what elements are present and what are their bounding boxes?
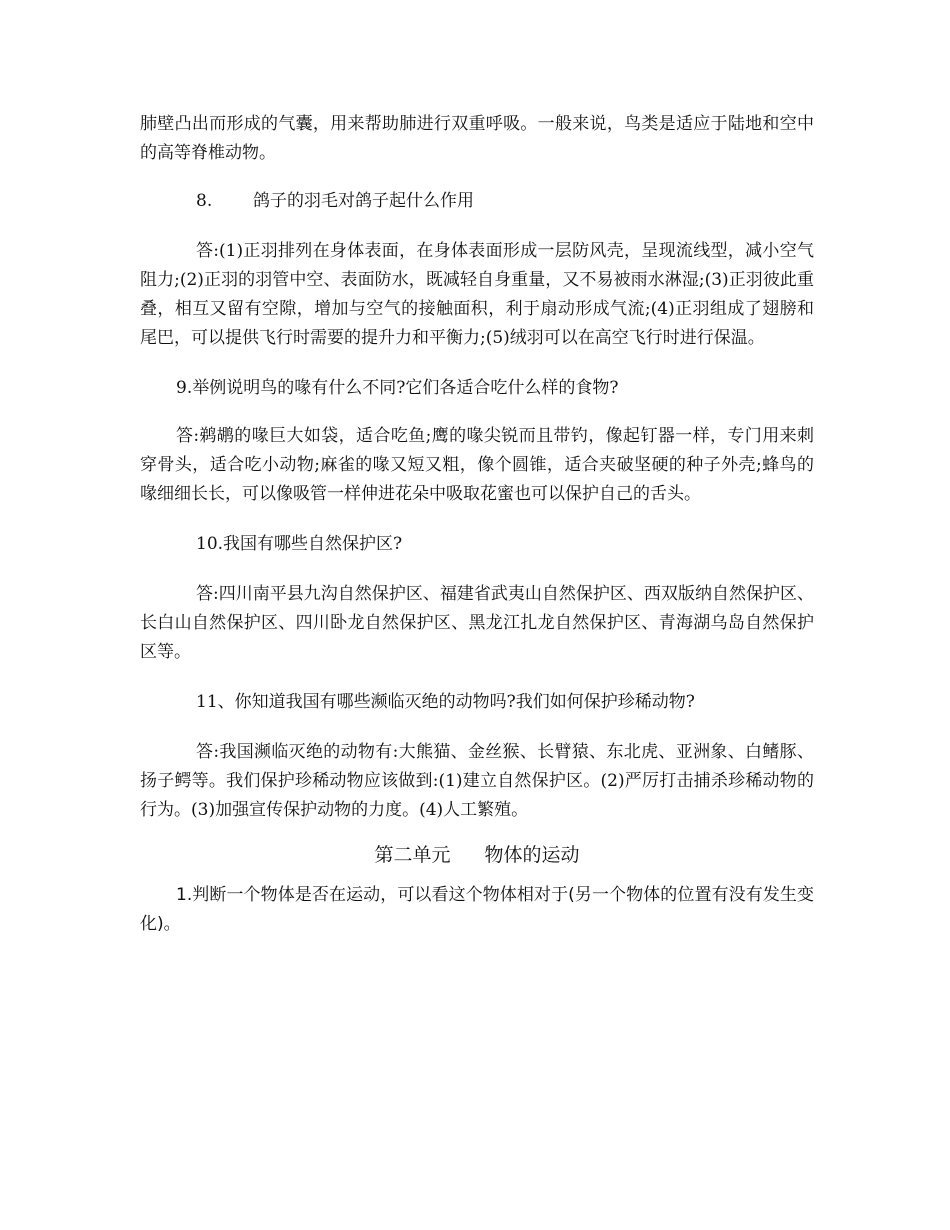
section-title: 物体的运动 <box>484 844 580 866</box>
question-8-text: 鸽子的羽毛对鸽子起什么作用 <box>253 191 474 211</box>
question-11: 11、你知道我国有哪些濒临灭绝的动物吗?我们如何保护珍稀动物? <box>196 692 695 712</box>
point-1: 1.判断一个物体是否在运动，可以看这个物体相对于(另一个物体的位置有没有发生变化)。 <box>140 885 814 934</box>
answer-11: 答:我国濒临灭绝的动物有:大熊猫、金丝猴、长臂猿、东北虎、亚洲象、白鳍豚、扬子鳄等。我们保护珍稀动物应该做到:(1)建立自然保护区。(2)严厉打击捕杀珍稀动物的行为。(3)加强宣传保护动物的力度。(4)人工繁殖。 <box>140 742 814 820</box>
question-10: 10.我国有哪些自然保护区? <box>196 534 403 554</box>
answer-9: 答:鹈鹕的喙巨大如袋，适合吃鱼;鹰的喙尖锐而且带钓，像起钉器一样，专门用来刺穿骨头，适合吃小动物;麻雀的喙又短又粗，像个圆锥，适合夹破坚硬的种子外壳;蜂鸟的喙细细长长，可以像吸管一样伸进花朵中吸取花蜜也可以保护自己的舌头。 <box>140 426 814 504</box>
section-unit: 第二单元 <box>374 844 451 866</box>
answer-10: 答:四川南平县九沟自然保护区、福建省武夷山自然保护区、西双版纳自然保护区、长白山自然保护区、四川卧龙自然保护区、黑龙江扎龙自然保护区、青海湖乌岛自然保护区等。 <box>140 584 814 662</box>
document-page <box>140 110 814 939</box>
question-8-number: 8. <box>196 191 213 211</box>
question-8 <box>140 187 814 216</box>
answer-8: 答:(1)正羽排列在身体表面，在身体表面形成一层防风壳，呈现流线型，减小空气阻力;(2)正羽的羽管中空、表面防水，既减轻自身重量，又不易被雨水淋湿;(3)正羽彼此重叠，相互又留有空隙，增加与空气的接触面积，利于扇动形成气流;(4)正羽组成了翅膀和尾巴，可以提供飞行时需要的提升力和平衡力;(5)绒羽可以在高空飞行时进行保温。 <box>140 241 814 348</box>
section-heading <box>140 839 814 871</box>
question-9: 9.举例说明鸟的喙有什么不同?它们各适合吃什么样的食物? <box>176 378 619 398</box>
intro-paragraph: 肺壁凸出而形成的气囊，用来帮助肺进行双重呼吸。一般来说，鸟类是适应于陆地和空中的高等脊椎动物。 <box>140 114 814 163</box>
